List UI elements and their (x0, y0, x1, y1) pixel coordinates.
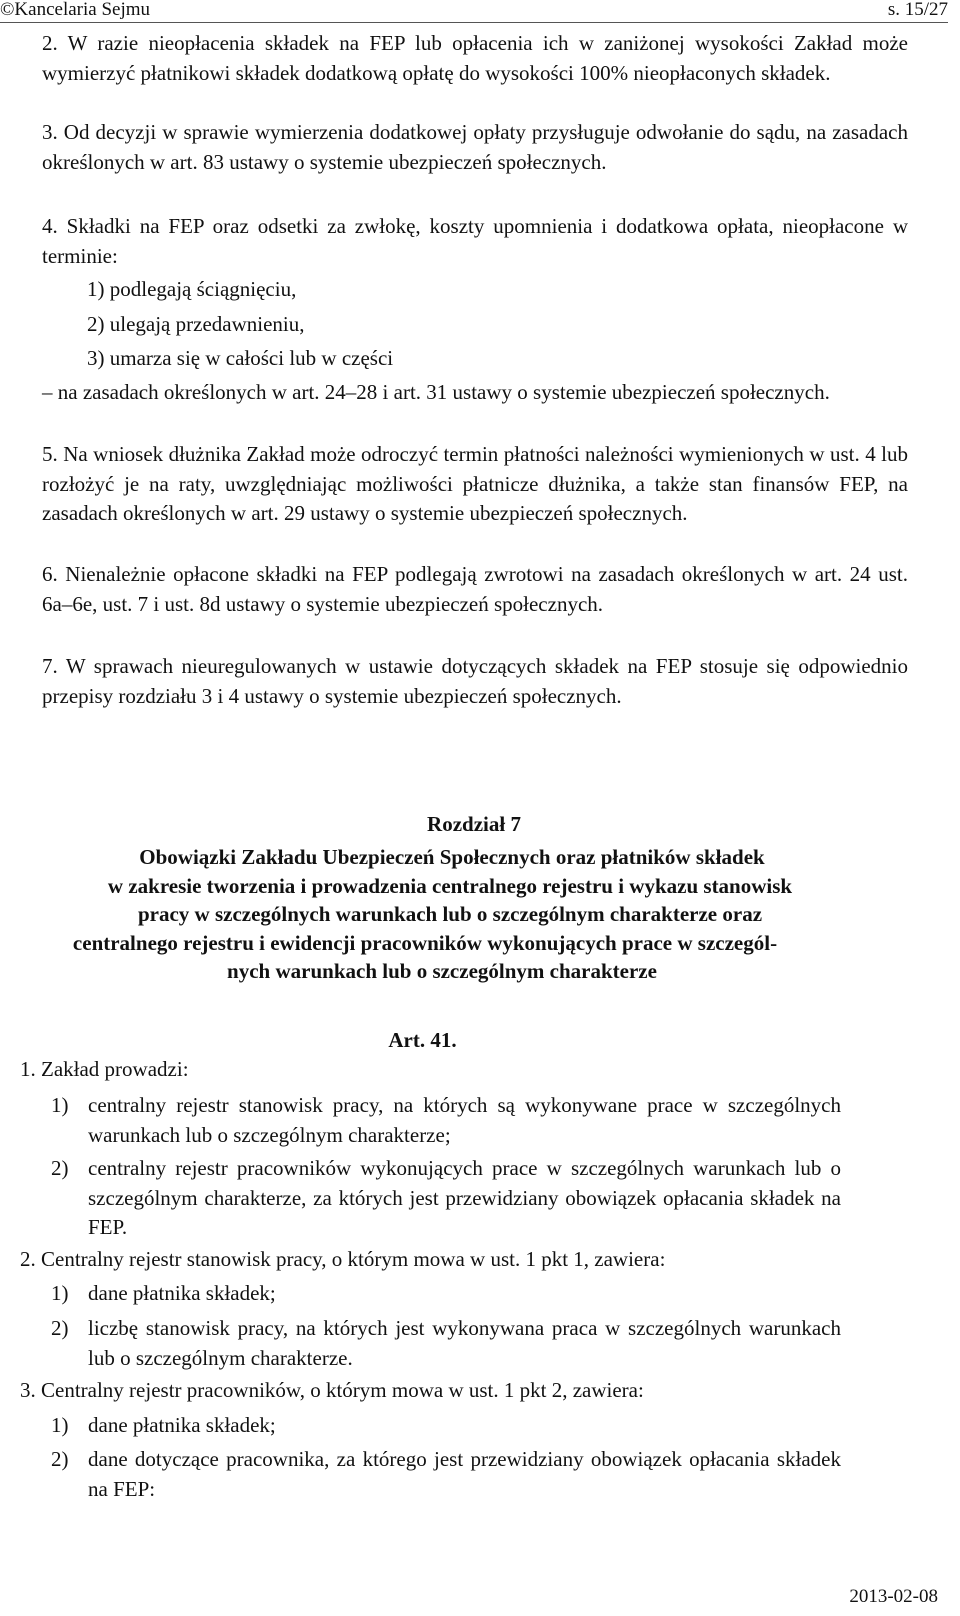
paragraph-4-tail: – na zasadach określonych w art. 24–28 i art. 31 ustawy o systemie ubezpieczeń społecznych. (42, 380, 830, 404)
item-number: 2) (51, 1447, 69, 1471)
paragraph-3: 3. Od decyzji w sprawie wymierzenia dodatkowej opłaty przysługuje odwołanie do sądu, na zasadach określonych w art. 83 ustawy o systemie ubezpieczeń społecznych. (42, 120, 908, 174)
chapter-title-line-1: Obowiązki Zakładu Ubezpieczeń Społecznych oraz płatników składek (139, 845, 765, 869)
item-number: 2) (51, 1156, 69, 1180)
article-para-1: 1. Zakład prowadzi: (20, 1057, 189, 1081)
item-number: 1) (51, 1281, 69, 1305)
item-text: centralny rejestr stanowisk pracy, na których są wykonywane prace w szczególnych warunkach lub o szczególnym charakterze; (88, 1093, 841, 1147)
paragraph-7: 7. W sprawach nieuregulowanych w ustawie dotyczących składek na FEP stosuje się odpowiednio przepisy rozdziału 3 i 4 ustawy o systemie ubezpieczeń społecznych. (42, 654, 908, 708)
chapter-title-line-3: pracy w szczególnych warunkach lub o szczególnym charakterze oraz (137, 902, 763, 926)
header-rule (0, 22, 948, 23)
item-number: 1) (51, 1093, 69, 1117)
paragraph-5: 5. Na wniosek dłużnika Zakład może odroczyć termin płatności należności wymienionych w ust. 4 lub rozłożyć je na raty, uwzględniając możliwości płatnicze dłużnika, a także stan finansów FEP, na zasadach określonych w art. 29 ustawy o systemie ubezpieczeń społecznych. (42, 442, 908, 525)
article-title: Art. 41. (388, 1028, 457, 1052)
article-para-1-item-1 (51, 1091, 841, 1150)
chapter-title-line-5: nych warunkach lub o szczególnym charakterze (227, 959, 657, 983)
footer-date: 2013-02-08 (849, 1586, 938, 1607)
paragraph-6: 6. Nienależnie opłacone składki na FEP podlegają zwrotowi na zasadach określonych w art. 24 ust. 6a–6e, ust. 7 i ust. 8d ustawy o systemie ubezpieczeń społecznych. (42, 562, 908, 616)
article-para-2-item-2 (51, 1314, 841, 1373)
article-para-3: 3. Centralny rejestr pracowników, o którym mowa w ust. 1 pkt 2, zawiera: (20, 1378, 644, 1402)
item-text: dane płatnika składek; (88, 1281, 276, 1305)
chapter-title-line-2: w zakresie tworzenia i prowadzenia centralnego rejestru i wykazu stanowisk (107, 874, 793, 898)
article-para-2-item-1 (51, 1279, 841, 1309)
article-para-2: 2. Centralny rejestr stanowisk pracy, o którym mowa w ust. 1 pkt 1, zawiera: (20, 1247, 666, 1271)
item-text: dane płatnika składek; (88, 1413, 276, 1437)
chapter-number: Rozdział 7 (427, 812, 521, 836)
header-publisher: ©Kancelaria Sejmu (0, 0, 151, 20)
item-text: centralny rejestr pracowników wykonujących prace w szczególnych warunkach lub o szczególnym charakterze, za których jest przewidziany obowiązek opłacania składek na FEP. (88, 1156, 841, 1239)
article-para-1-item-2 (51, 1154, 841, 1243)
paragraph-4-item-2: 2) ulegają przedawnieniu, (87, 312, 305, 336)
item-number: 2) (51, 1316, 69, 1340)
paragraph-4-item-3: 3) umarza się w całości lub w części (87, 346, 394, 370)
article-para-3-item-1 (51, 1411, 841, 1441)
article-para-3-item-2 (51, 1445, 841, 1504)
item-number: 1) (51, 1413, 69, 1437)
item-text: dane dotyczące pracownika, za którego jest przewidziany obowiązek opłacania składek na FEP: (88, 1447, 841, 1501)
paragraph-2: 2. W razie nieopłacenia składek na FEP lub opłacenia ich w zaniżonej wysokości Zakład może wymierzyć płatnikowi składek dodatkową opłatę do wysokości 100% nieopłaconych składek. (42, 31, 908, 85)
paragraph-4: 4. Składki na FEP oraz odsetki za zwłokę, koszty upomnienia i dodatkowa opłata, nieopłacone w terminie: (42, 214, 908, 268)
chapter-title-line-4: centralnego rejestru i ewidencji pracowników wykonujących prace w szczegól- (72, 931, 778, 955)
item-text: liczbę stanowisk pracy, na których jest wykonywana praca w szczególnych warunkach lub o szczególnym charakterze. (88, 1316, 841, 1370)
paragraph-4-item-1: 1) podlegają ściągnięciu, (87, 277, 297, 301)
header-page-number: s. 15/27 (887, 0, 948, 20)
